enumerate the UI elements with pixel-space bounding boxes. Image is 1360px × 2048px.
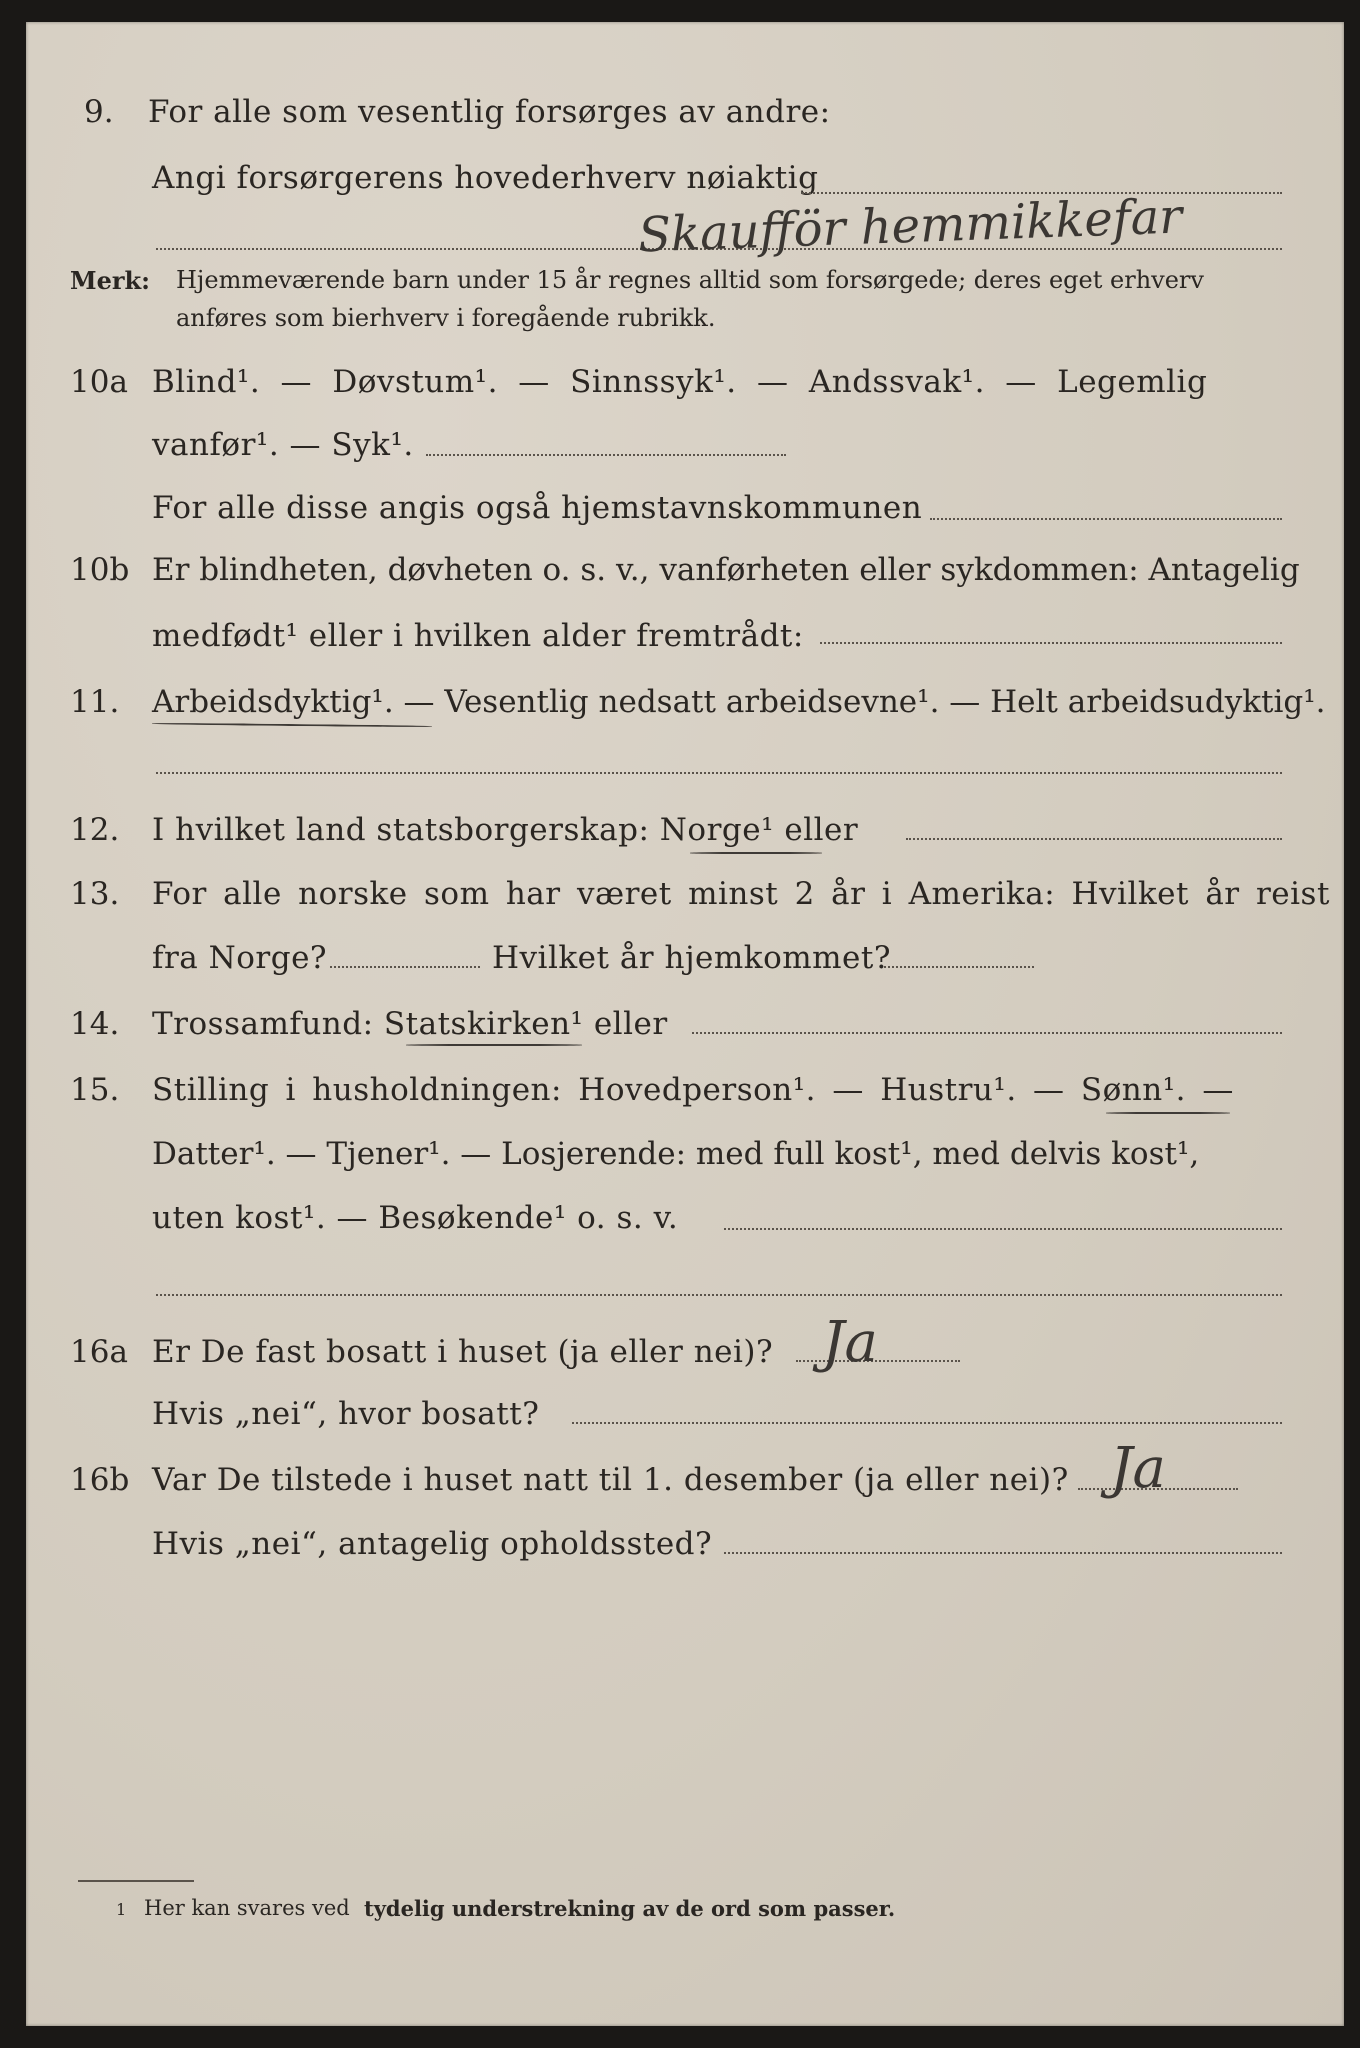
q16a-number: 16a [70,1334,128,1370]
merk-label: Merk: [70,266,150,295]
q11-answer-line[interactable] [156,772,1282,774]
footnote-text-b: tydelig understrekning av de ord som passer. [364,1896,896,1921]
q15-line1: Stilling i husholdningen: Hovedperson¹. — Hustru¹. — Sønn¹. — [152,1072,1234,1108]
q9-line1: For alle som vesentlig forsørges av andre: [148,94,831,130]
q16b-line1: Var De tilstede i huset natt til 1. desember (ja eller nei)? [152,1462,1069,1498]
q10a-hometown-line[interactable] [930,518,1282,520]
q14-answer-line[interactable] [692,1032,1282,1034]
q15-line2: Datter¹. — Tjener¹. — Losjerende: med full kost¹, med delvis kost¹, [152,1136,1200,1172]
q11-line1: Arbeidsdyktig¹. — Vesentlig nedsatt arbeidsevne¹. — Helt arbeidsudyktig¹. [152,684,1326,720]
q10b-number: 10b [70,552,130,588]
q13-line2b: Hvilket år hjemkommet? [492,940,891,976]
q10a-number: 10a [70,364,128,400]
q10a-line3: For alle disse angis også hjemstavnskommunen [152,490,923,526]
q16b-line2: Hvis „nei“, antagelig opholdssted? [152,1526,713,1562]
q12-line1: I hvilket land statsborgerskap: Norge¹ eller [152,812,859,848]
q10a-answer-line[interactable] [426,454,786,456]
q10a-line2: vanfør¹. — Syk¹. [152,427,414,463]
q9-number: 9. [84,94,114,130]
q15-number: 15. [70,1072,120,1108]
q11-number: 11. [70,684,120,720]
q10b-line1: Er blindheten, døvheten o. s. v., vanførheten eller sykdommen: Antagelig [152,552,1300,588]
q12-answer-line[interactable] [906,838,1282,840]
q16b-number: 16b [70,1462,130,1498]
q10a-line1: Blind¹. — Døvstum¹. — Sinnssyk¹. — Andssvak¹. — Legemlig [152,364,1208,400]
q13-return-year-line[interactable] [884,966,1034,968]
q16b-whereabouts-line[interactable] [724,1552,1282,1554]
q16a-handwritten-answer: Ja [822,1310,878,1375]
q16a-line1: Er De fast bosatt i huset (ja eller nei)? [152,1334,774,1370]
q15-underline-sonn [1106,1112,1230,1114]
q14-underline-statskirken [406,1044,582,1046]
merk-line2: anføres som bierhverv i foregående rubrikk. [176,304,716,332]
q15-answer-line-2[interactable] [156,1294,1282,1296]
q12-number: 12. [70,812,120,848]
q14-number: 14. [70,1006,120,1042]
q9-line2: Angi forsørgerens hovederhverv nøiaktig [152,160,819,196]
q9-handwritten-answer: Skaufför hemmikkefar [637,188,1184,264]
q10b-answer-line[interactable] [820,642,1282,644]
q16b-handwritten-answer: Ja [1110,1436,1166,1501]
q16a-residence-line[interactable] [572,1422,1282,1424]
q10b-line2: medfødt¹ eller i hvilken alder fremtrådt: [152,618,804,654]
census-form-page [26,22,1344,2026]
q13-number: 13. [70,876,120,912]
q12-underline-norge [690,852,822,854]
footnote-mark: 1 [116,1900,127,1919]
q13-line2a: fra Norge? [152,940,328,976]
footnote-text-a: Her kan svares ved [144,1896,350,1920]
q14-line1: Trossamfund: Statskirken¹ eller [152,1006,668,1042]
q15-answer-line-1[interactable] [724,1228,1282,1230]
q16a-line2: Hvis „nei“, hvor bosatt? [152,1396,540,1432]
q11-underline-arbeidsdyktig [152,723,432,728]
q13-departure-year-line[interactable] [330,966,480,968]
merk-line1: Hjemmeværende barn under 15 år regnes alltid som forsørgede; deres eget erhverv [176,266,1204,294]
q16a-answer-line[interactable] [796,1360,960,1362]
q13-line1: For alle norske som har været minst 2 år i Amerika: Hvilket år reist [152,876,1330,912]
q15-line3: uten kost¹. — Besøkende¹ o. s. v. [152,1200,679,1236]
footnote-rule [78,1880,194,1882]
